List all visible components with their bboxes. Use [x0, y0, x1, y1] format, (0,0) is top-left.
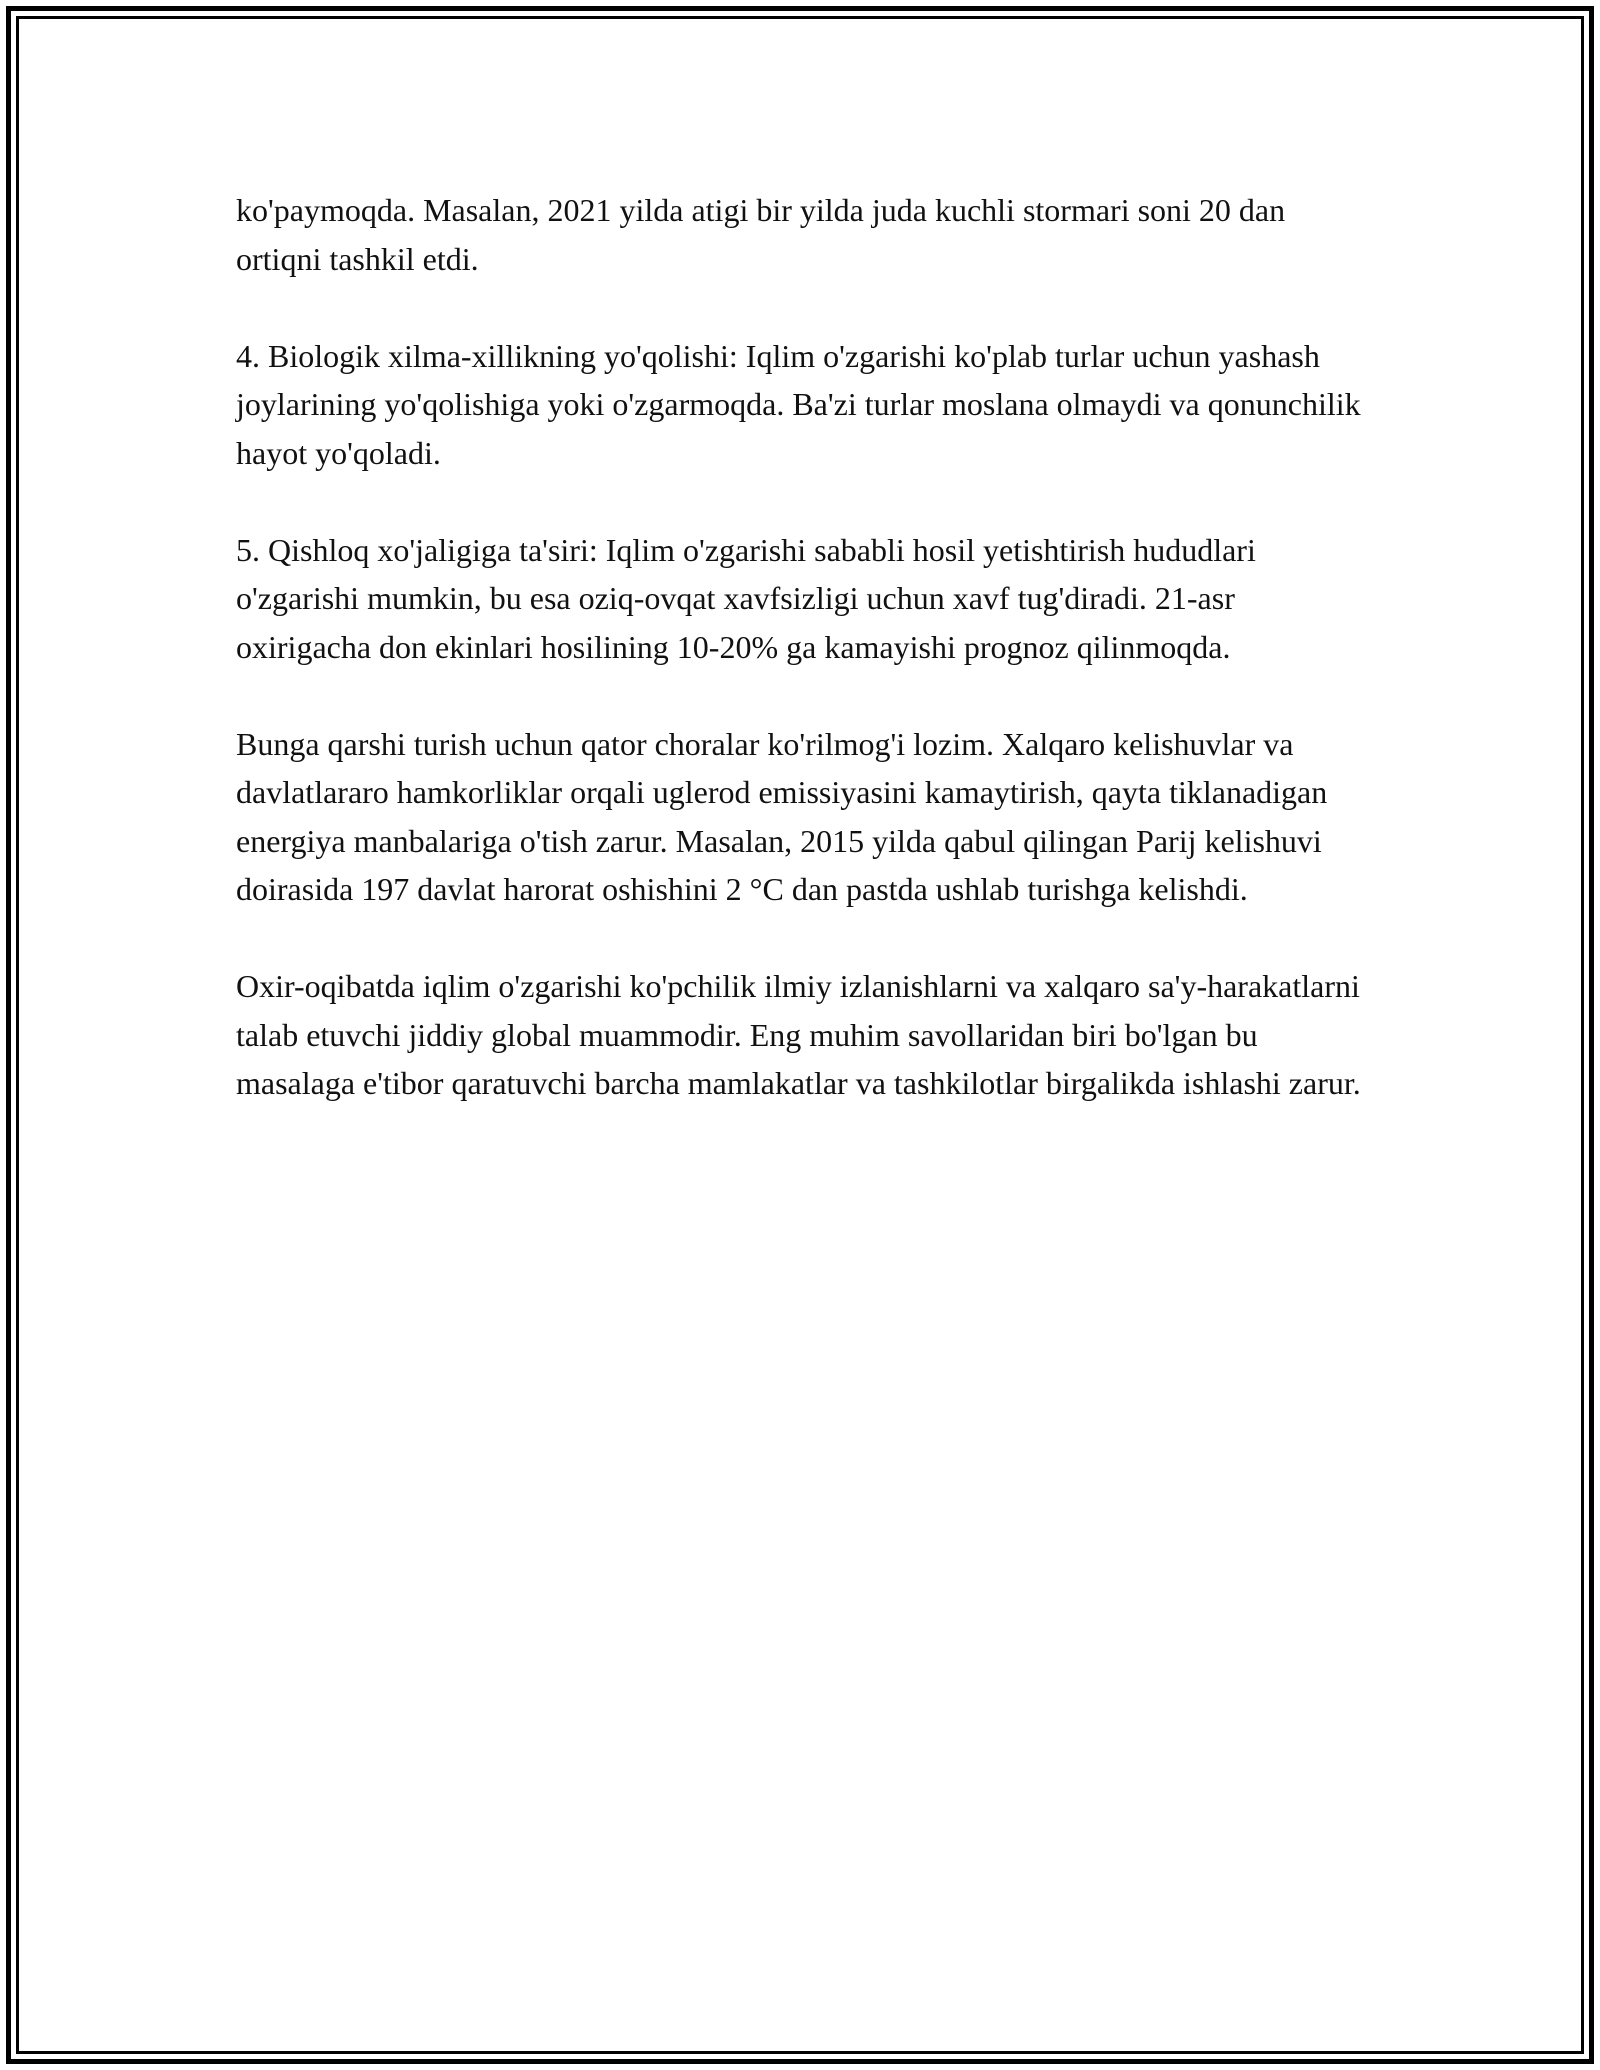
- paragraph-agriculture-impact: 5. Qishloq xo'jaligiga ta'siri: Iqlim o'zgarishi sababli hosil yetishtirish hududlari o'zgarishi mumkin, bu esa oziq-ovqat xavfsizligi uchun xavf tug'diradi. 21-asr oxirigacha don ekinlari hosilining 10-20% ga kamayishi prognoz qilinmoqda.: [236, 531, 1256, 665]
- paragraph-biodiversity-loss: 4. Biologik xilma-xillikning yo'qolishi: Iqlim o'zgarishi ko'plab turlar uchun yashash joylarining yo'qolishiga yoki o'zgarmoqda. Ba'zi turlar moslana olmaydi va qonunchilik hayot yo'qoladi.: [236, 337, 1361, 471]
- paragraph-storms-continued: ko'paymoqda. Masalan, 2021 yilda atigi bir yilda juda kuchli stormari soni 20 dan ortiqni tashkil etdi.: [236, 192, 1286, 277]
- paragraph-conclusion: Oxir-oqibatda iqlim o'zgarishi ko'pchilik ilmiy izlanishlarni va xalqaro sa'y-harakatlarni talab etuvchi jiddiy global muammodir. Eng muhim savollaridan biri bo'lgan bu masalaga e'tibor qaratuvchi barcha mamlakatlar va tashkilotlar birgalikda ishlashi zarur.: [236, 968, 1361, 1101]
- paragraph-countermeasures: Bunga qarshi turish uchun qator choralar ko'rilmog'i lozim. Xalqaro kelishuvlar va davlatlararo hamkorliklar orqali uglerod emissiyasini kamaytirish, qayta tiklanadigan energiya manbalariga o'tish zarur. Masalan, 2015 yilda qabul qilingan Parij kelishuvi doirasida 197 davlat harorat oshishini 2 °C dan pastda ushlab turishga kelishdi.: [236, 725, 1328, 907]
- document-body: [236, 186, 1366, 1108]
